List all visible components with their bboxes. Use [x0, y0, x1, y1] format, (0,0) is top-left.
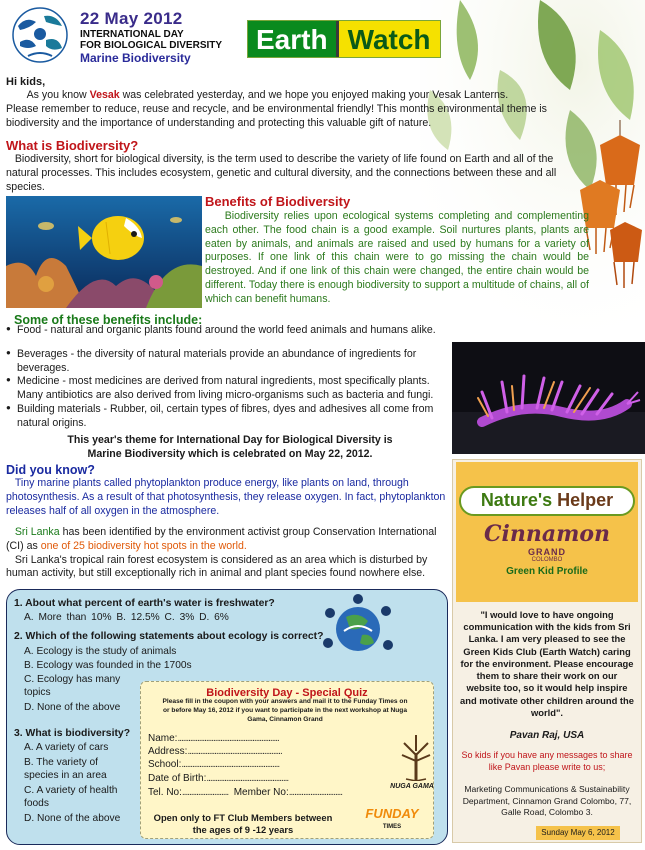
what-is-biodiversity-heading: What is Biodiversity? — [6, 138, 139, 153]
what-body-text: Biodiversity, short for biological diversity, is the term used to describe the variety of life found on Earth and all of the natural processes. This includes ecosystem, genetic and cultural diversity, and the connections between these and all species. — [6, 153, 557, 193]
list-item: ● Building materials - Rubber, oil, certain types of fibres, dyes and adhesives all come from natural origins. — [6, 403, 456, 431]
vesak-highlight: Vesak — [89, 89, 120, 101]
question-3-option-b: B. The variety of species in an area — [24, 757, 107, 782]
list-item: ● Food - natural and organic plants found around the world feed animals and humans alike. — [6, 324, 456, 338]
grand-text: GRAND — [528, 547, 566, 557]
biodiversity-day-logo — [6, 6, 74, 64]
intro-line1-a: As you know — [26, 89, 87, 101]
intro-line2: Please remember to reduce, reuse and recycle, and be environmental friendly! This months environmental theme is biodiversity and the importance of understanding and protecting this valuable gift of nature. — [6, 102, 547, 129]
what-is-biodiversity-body — [6, 153, 586, 194]
benefits-heading: Benefits of Biodiversity — [205, 194, 351, 209]
mailing-address: Marketing Communications & Sustainability Department, Cinnamon Grand Colombo, 77, Galle Road, Colombo 3. — [462, 784, 632, 818]
brand-watch: Watch — [339, 21, 440, 57]
theme-statement — [30, 434, 430, 462]
panel-date: Sunday May 6, 2012 — [536, 826, 620, 840]
hotspot-highlight: one of 25 biodiversity hot spots in the world. — [40, 539, 247, 552]
nuga-gama-tree-icon — [398, 733, 434, 781]
benefits-list-heading: Some of these benefits include: — [14, 313, 203, 327]
sea-slug-photo — [452, 342, 645, 454]
intro-paragraph — [6, 89, 588, 130]
theme-line-2: Marine Biodiversity which is celebrated on May 22, 2012. — [87, 447, 373, 460]
funday-logo: FUNDAY — [365, 806, 419, 821]
question-2-option-c: C. Ecology has many topics — [24, 674, 121, 699]
theme-line-1: This year's theme for International Day for Biological Diversity is — [67, 434, 393, 446]
write-to-us-note: So kids if you have any messages to share like Pavan please write to us; — [461, 750, 633, 773]
issue-date: 22 May 2012 — [80, 9, 183, 28]
sri-lanka-paragraph — [6, 526, 456, 581]
sri-lanka-text-a: has been identified by the environment activist group Conservation International (CI) as — [6, 526, 437, 552]
nuga-gama-label: NUGA GAMA — [390, 783, 434, 790]
question-3-option-d: D. None of the above — [24, 813, 121, 824]
kid-quote: "I would love to have ongoing communication with the kids from Sri Lanka. I am very pleased to see the Green Kids Club (Earth Watch) caring for the environment. Please encourage them to share their work on our website too, so it would help inspire and motivate other children around the world". — [460, 609, 634, 718]
helper-text: Helper — [557, 490, 614, 511]
list-item: ● Beverages - the diversity of natural materials provide an abundance of ingredients for beverages. — [6, 348, 456, 376]
address-label: Address: — [148, 746, 188, 757]
sri-lanka-text-b: Sri Lanka's tropical rain forest ecosystem is considered as an area which is disturbed by human activity, but still exceptionally rich in animal and plant species found nowhere else. — [6, 553, 428, 580]
coral-reef-fish-photo — [6, 196, 202, 308]
question-3-option-c: C. A variety of health foods — [24, 785, 118, 810]
benefits-body — [205, 210, 589, 306]
question-2: 2. Which of the following statements about ecology is correct? — [14, 631, 324, 642]
dob-label: Date of Birth: — [148, 773, 207, 784]
phytoplankton-text: Tiny marine plants called phytoplankton produce energy, like plants on land, through photosynthesis. As a result of that photosynthesis, they release oxygen. In fact, phytoplankton releases half of all oxygen in the atmosphere. — [6, 477, 446, 517]
question-2-option-d: D. None of the above — [24, 702, 121, 713]
cinnamon-logo-text: Cinnamon — [483, 521, 611, 547]
address-field[interactable]: Address:..................................................... — [148, 746, 282, 757]
event-theme: Marine Biodiversity — [80, 51, 191, 65]
natures-helper-badge — [459, 486, 635, 516]
benefits-text: Biodiversity relies upon ecological systems completing and complementing each other. The food chain is a good example. Soil nurtures plants, plants are eaten by animals, and animals are raised and used by humans for a variety of purposes. If one link of this chain were to go missing the chain would be destroyed. And if one link of this chain were changed, the entire chain would be different. Today there is enough biodiversity to support a multitude of chains, all of which can benefit humans. — [205, 210, 589, 305]
tel-member-field[interactable]: Tel. No:.......................... Member No:.............................. — [148, 787, 343, 798]
quote-author: Pavan Raj, USA — [509, 730, 585, 741]
colombo-text: COLOMBO — [531, 557, 563, 563]
eligibility-note: Open only to FT Club Members between the ages of 9 -12 years — [153, 812, 333, 836]
globe-animals-icon — [318, 591, 398, 663]
list-item: ● Medicine - most medicines are derived from natural ingredients, most specifically plants. Many antibiotics are also derived from living micro-organisms such as bacteria and fungi. — [6, 375, 456, 403]
greeting: Hi kids, — [6, 76, 46, 88]
tel-label: Tel. No: — [148, 787, 182, 798]
sri-lanka-highlight: Sri Lanka — [14, 526, 60, 538]
funday-times-label: TIMES — [382, 824, 402, 830]
question-2-option-b: B. Ecology was founded in the 1700s — [24, 660, 192, 671]
natures-text: Nature's — [480, 490, 553, 511]
did-you-know-body — [6, 477, 446, 518]
coupon-title: Biodiversity Day - Special Quiz — [206, 687, 368, 699]
green-kid-profile-title: Green Kid Profile — [506, 566, 588, 577]
event-line-1: INTERNATIONAL DAY — [80, 29, 184, 40]
question-1-options: A. More than 10% B. 12.5% C. 3% D. 6% — [24, 612, 229, 623]
name-label: Name: — [148, 733, 178, 744]
question-2-option-a: A. Ecology is the study of animals — [24, 646, 177, 657]
school-label: School: — [148, 759, 182, 770]
question-3-option-a: A. A variety of cars — [24, 742, 109, 753]
question-1: 1. About what percent of earth's water is freshwater? — [14, 598, 275, 609]
event-line-2: FOR BIOLOGICAL DIVERSITY — [80, 40, 223, 51]
date-of-birth-field[interactable]: Date of Birth:.............................................. — [148, 773, 289, 784]
earth-watch-logo — [247, 20, 441, 58]
member-label: Member No: — [233, 787, 289, 798]
question-3: 3. What is biodiversity? — [14, 728, 131, 739]
intro-line1-b: was celebrated yesterday, and we hope you enjoyed making your Vesak Lanterns. — [122, 89, 509, 101]
did-you-know-heading: Did you know? — [6, 463, 95, 477]
school-field[interactable]: School:....................................................... — [148, 759, 280, 770]
name-field[interactable]: Name:......................................................... — [148, 733, 279, 744]
coupon-instructions: Please fill in the coupon with your answers and mail it to the Funday Times on or before May 16, 2012 if you want to participate in the next workshop at Nuga Gama, Cinnamon Grand — [162, 698, 408, 723]
brand-earth: Earth — [248, 21, 336, 57]
